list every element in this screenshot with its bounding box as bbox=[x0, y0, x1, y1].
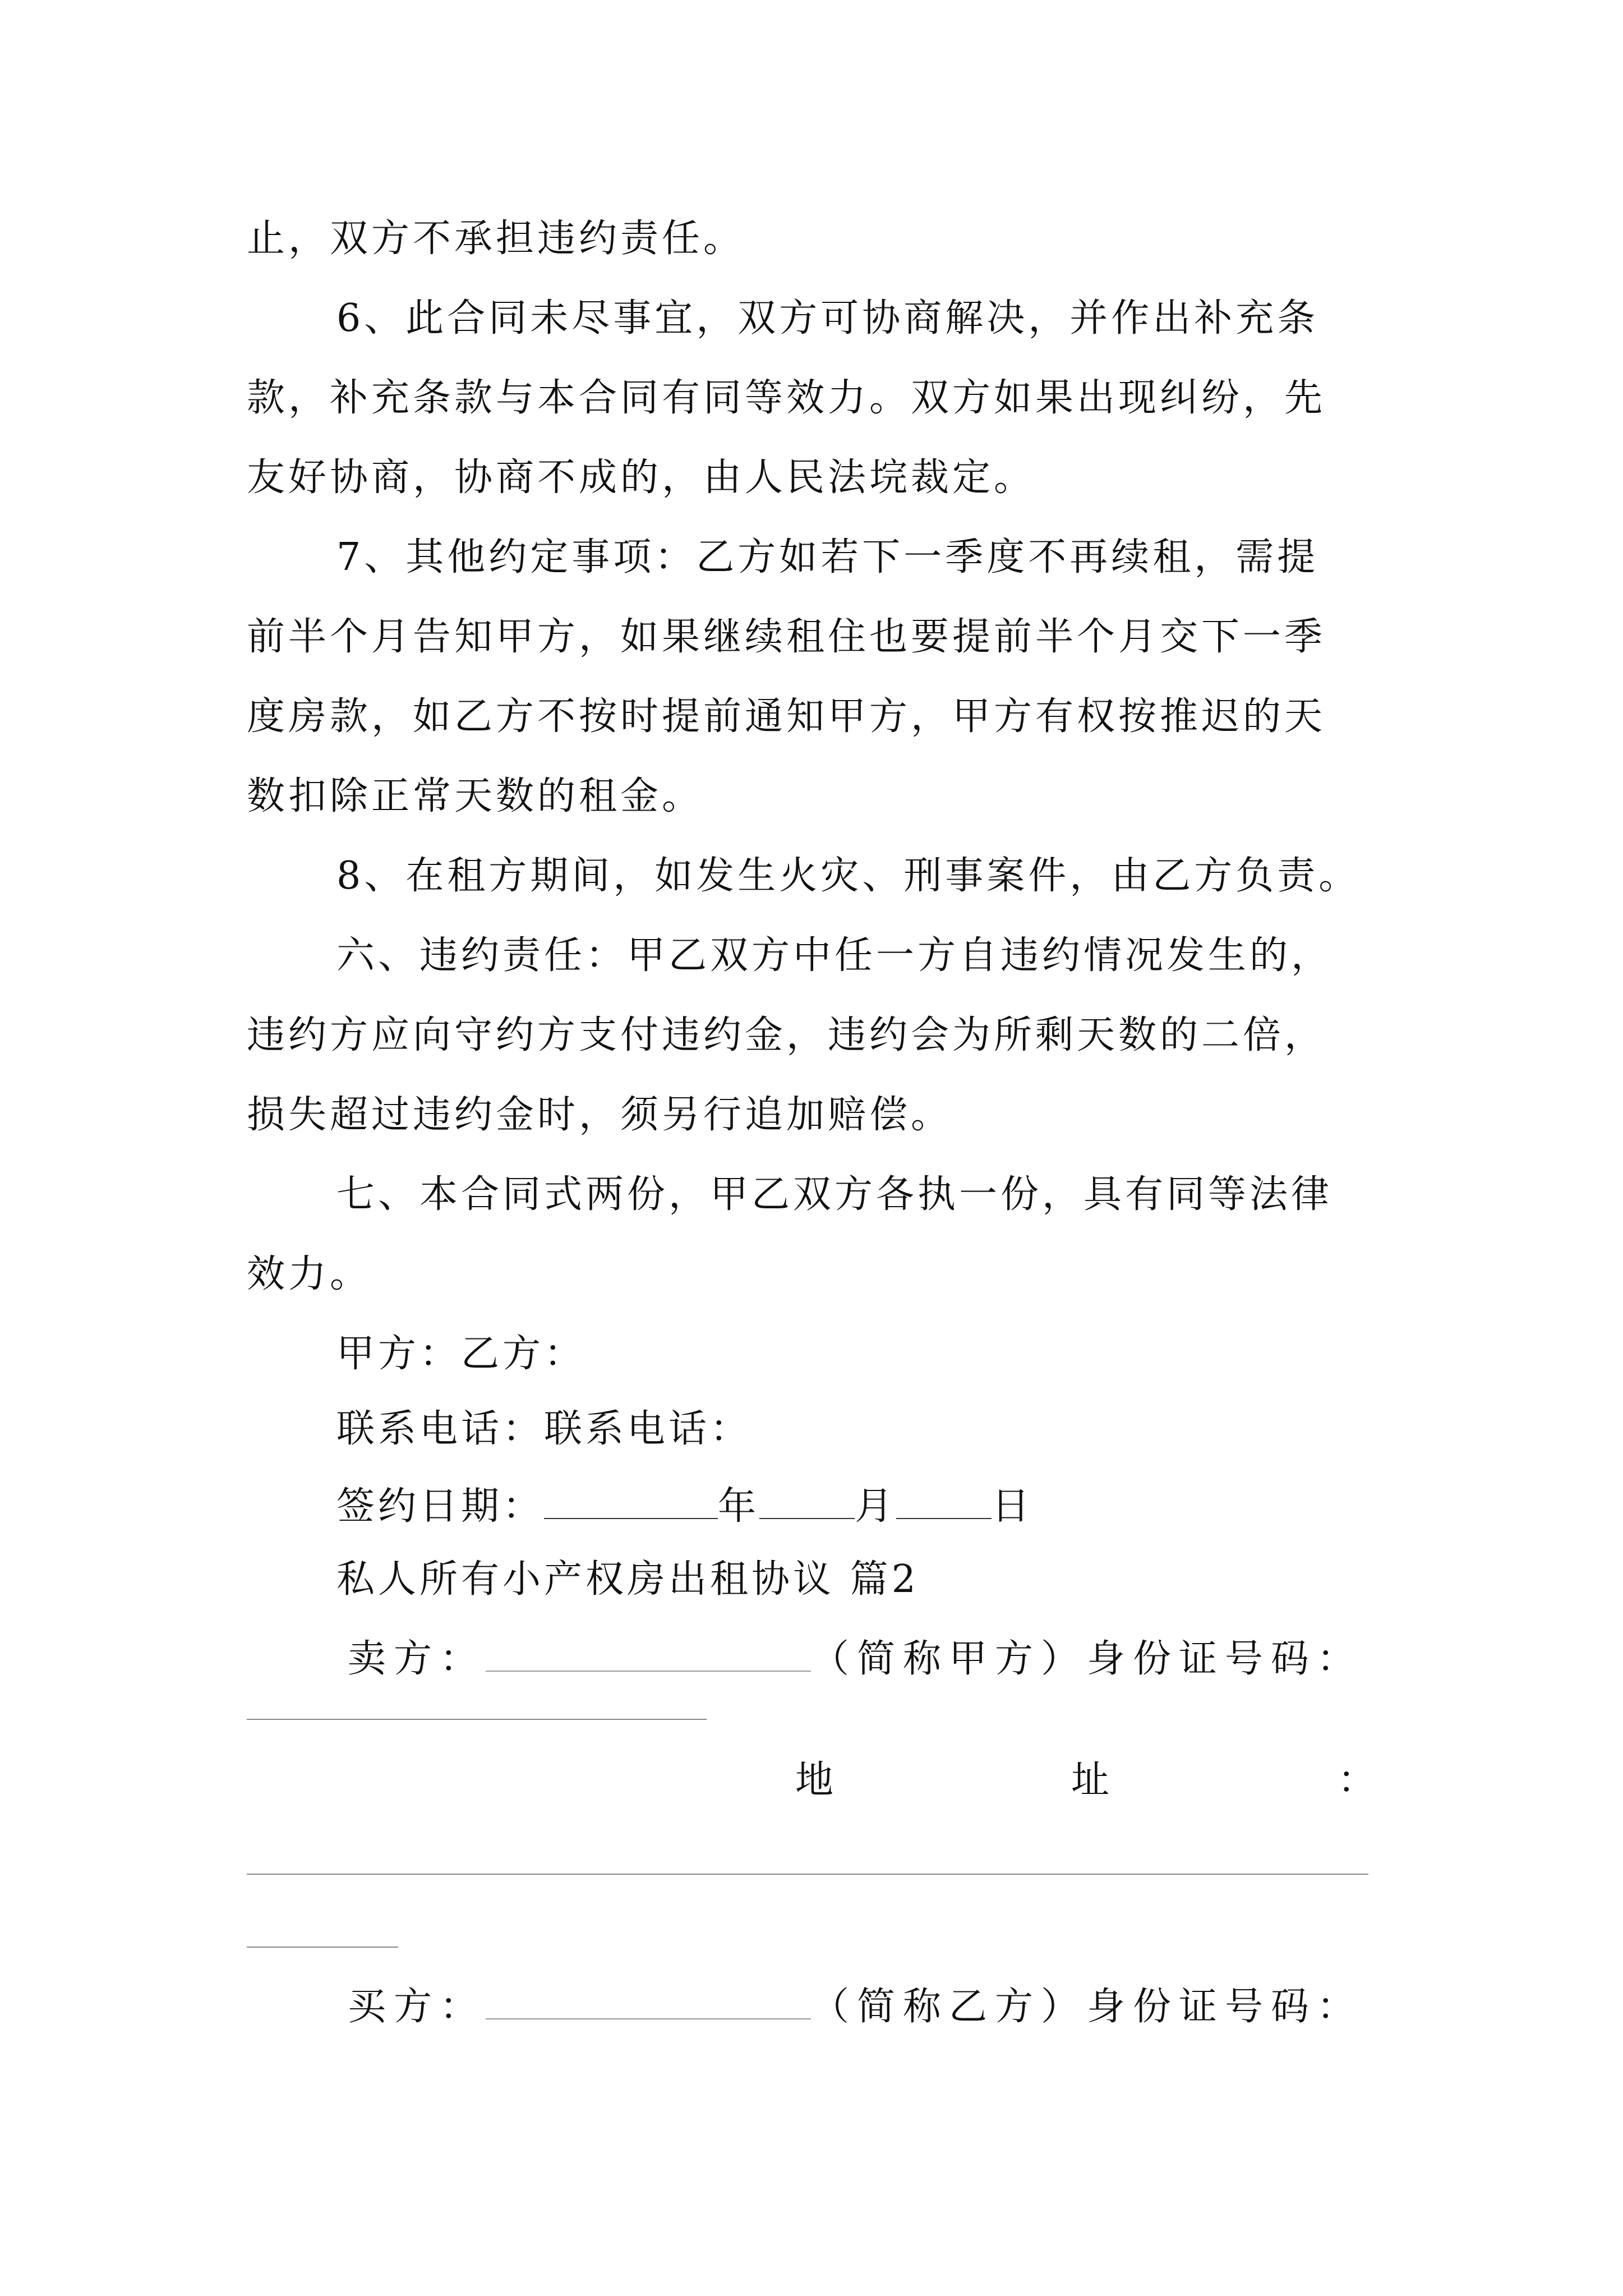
seller-label: 卖方： bbox=[348, 1637, 486, 1681]
address-rule-1 bbox=[247, 1874, 1368, 1875]
paragraph-line: 效力。 bbox=[247, 1252, 372, 1296]
day-label: 日 bbox=[992, 1484, 1034, 1529]
seller-name-blank bbox=[486, 1638, 811, 1672]
paragraph-line: 违约方应向守约方支付违约金，违约会为所剩天数的二倍， bbox=[247, 1013, 1326, 1057]
month-label: 月 bbox=[855, 1484, 897, 1529]
paragraph-line: 损失超过违约金时，须另行追加赔偿。 bbox=[247, 1093, 953, 1137]
section-title: 私人所有小产权房出租协议 篇2 bbox=[336, 1557, 919, 1602]
phone-line: 联系电话：联系电话： bbox=[336, 1407, 752, 1451]
paragraph-line: 6、此合同未尽事宜，双方可协商解决，并作出补充条 bbox=[336, 296, 1319, 341]
seller-id-rule bbox=[247, 1719, 707, 1720]
paragraph-line: 度房款，如乙方不按时提前通知甲方，甲方有权按推迟的天 bbox=[247, 694, 1326, 739]
signature-party-line: 甲方：乙方： bbox=[336, 1332, 586, 1376]
paragraph-line: 数扣除正常天数的租金。 bbox=[247, 774, 704, 818]
buyer-line bbox=[348, 1985, 1363, 2029]
buyer-id-label: （简称乙方）身份证号码： bbox=[811, 1985, 1363, 2029]
day-blank bbox=[896, 1485, 992, 1519]
year-label: 年 bbox=[718, 1484, 760, 1529]
sign-date-label: 签约日期： bbox=[336, 1484, 545, 1529]
sign-date-line bbox=[336, 1484, 1034, 1529]
seller-line bbox=[348, 1637, 1363, 1681]
paragraph-line: 8、在租方期间，如发生火灾、刑事案件，由乙方负责。 bbox=[336, 854, 1361, 898]
buyer-name-blank bbox=[486, 1986, 811, 2019]
paragraph-line: 七、本合同式两份，甲乙双方各执一份，具有同等法律 bbox=[336, 1172, 1333, 1217]
address-rule-2 bbox=[247, 1947, 398, 1948]
month-blank bbox=[759, 1485, 855, 1519]
year-blank bbox=[544, 1485, 718, 1519]
paragraph-line: 六、违约责任：甲乙双方中任一方自违约情况发生的， bbox=[336, 933, 1333, 978]
paragraph-line: 止，双方不承担违约责任。 bbox=[247, 217, 745, 261]
buyer-label: 买方： bbox=[348, 1985, 486, 2029]
paragraph-line: 前半个月告知甲方，如果继续租住也要提前半个月交下一季 bbox=[247, 615, 1326, 659]
paragraph-line: 款，补充条款与本合同有同等效力。双方如果出现纠纷，先 bbox=[247, 376, 1326, 420]
address-char-2: 址 bbox=[1071, 1758, 1110, 1802]
address-char-1: 地 bbox=[795, 1758, 834, 1802]
paragraph-line: 友好协商，协商不成的，由人民法垸裁定。 bbox=[247, 455, 1036, 500]
seller-id-label: （简称甲方）身份证号码： bbox=[811, 1637, 1363, 1681]
paragraph-line: 7、其他约定事项：乙方如若下一季度不再续租，需提 bbox=[336, 535, 1319, 579]
address-colon: ： bbox=[1338, 1758, 1376, 1802]
